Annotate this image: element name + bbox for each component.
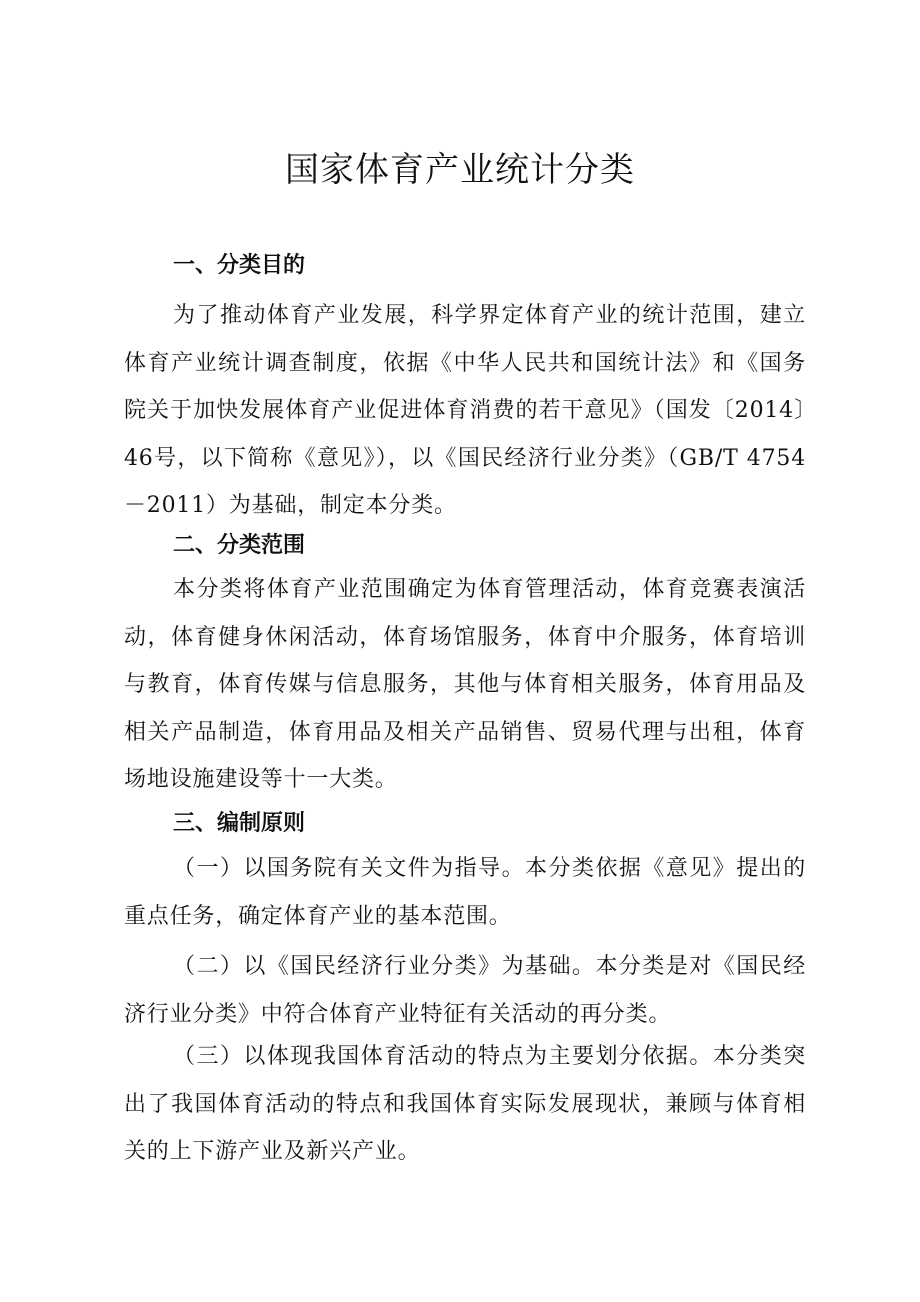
- section-heading-scope: 二、分类范围: [173, 533, 306, 558]
- paragraph-scope: 本分类将体育产业范围确定为体育管理活动，体育竞赛表演活动，体育健身休闲活动，体育场馆服务，体育中介服务，体育培训与教育，体育传媒与信息服务，其他与体育相关服务，体育用品及相关产品制造，体育用品及相关产品销售、贸易代理与出租，体育场地设施建设等十一大类。: [124, 577, 806, 792]
- paragraph-purpose: 为了推动体育产业发展，科学界定体育产业的统计范围，建立体育产业统计调查制度，依据《中华人民共和国统计法》和《国务院关于加快发展体育产业促进体育消费的若干意见》（国发〔2014〕46号，以下简称《意见》），以《国民经济行业分类》（GB/T 4754－2011）为基础，制定本分类。: [124, 303, 806, 518]
- paragraph-principle-3: （三）以体现我国体育活动的特点为主要划分依据。本分类突出了我国体育活动的特点和我国体育实际发展现状，兼顾与体育相关的上下游产业及新兴产业。: [124, 1044, 806, 1164]
- section-heading-purpose: 一、分类目的: [173, 253, 306, 278]
- document-title: 国家体育产业统计分类: [285, 150, 635, 190]
- paragraph-principle-1: （一）以国务院有关文件为指导。本分类依据《意见》提出的重点任务，确定体育产业的基本范围。: [124, 856, 806, 929]
- paragraph-principle-2: （二）以《国民经济行业分类》为基础。本分类是对《国民经济行业分类》中符合体育产业特征有关活动的再分类。: [124, 954, 806, 1027]
- section-heading-principles: 三、编制原则: [173, 811, 306, 836]
